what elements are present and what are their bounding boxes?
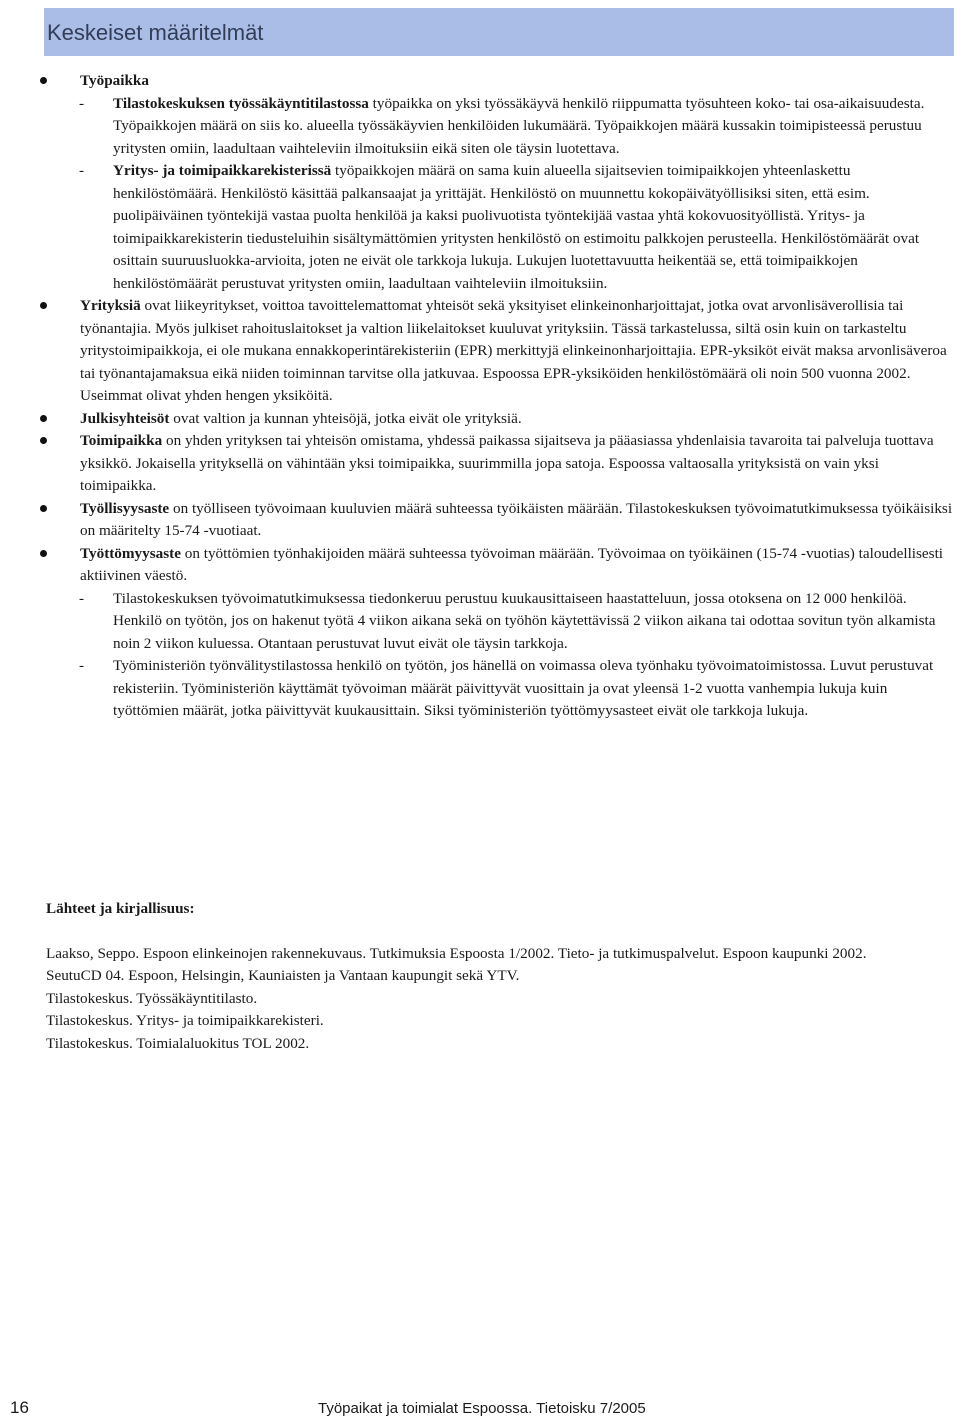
source-entry: Tilastokeskus. Toimialaluokitus TOL 2002.: [46, 1034, 310, 1052]
definition-term: Työttömyysaste: [80, 544, 181, 562]
definition-term: Julkisyhteisöt: [80, 409, 170, 427]
page-number: 16: [10, 1398, 29, 1417]
definition-term: Työllisyysaste: [80, 499, 170, 517]
definition-item: [38, 408, 956, 431]
definition-text: ovat valtion ja kunnan yhteisöjä, jotka eivät ole yrityksiä.: [169, 409, 522, 427]
subitem-lead: Tilastokeskuksen työssäkäyntitilastossa: [113, 94, 369, 112]
subitem-text: Työministeriön työnvälitystilastossa henkilö on työtön, jos hänellä on voimassa oleva työnhaku työvoimatoimistossa. Luvut perustuvat rekisteriin. Työministeriön käyttämät työvoiman määrät päivittyvät vuosittain ja ovat yleensä 1-2 vuotta vanhempia lukuja kuin työttömien määrät, jotka päivittyvät kuukausittain. Siksi työministeriön työttömyysasteet eivät ole tarkkoja lukuja.: [113, 657, 934, 719]
subitem-text: työpaikkojen määrä on sama kuin alueella sijaitsevien toimipaikkojen yhteenlaskettu henkilöstömäärä. Henkilöstö käsittää palkansaajat ja yrittäjät. Henkilöstö on muunnettu kokopäivätyöllisiksi siten, että esim. puolipäiväinen työntekijä vastaa puolta henkilöä ja kaksi puolivuotista työntekijää vastaa yhtä kokovuosityöllistä. Yritys- ja toimipaikkarekisterin tiedusteluihin sisältymättömien yritysten henkilöstö on estimoitu palkkojen perusteella. Henkilöstömäärät ovat osittain suuruusluokka-arvioita, joten ne eivät ole tarkkoja lukuja. Lukujen luotettavuutta heikentää se, että toimipaikkojen henkilöstömäärät perustuvat yritysten omiin, laadultaan vaihteleviin ilmoituksiin.: [113, 162, 920, 292]
definition-term: Toimipaikka: [80, 432, 163, 449]
source-entry: Laakso, Seppo. Espoon elinkeinojen rakennekuvaus. Tutkimuksia Espoosta 1/2002. Tieto- ja tutkimuspalvelut. Espoon kaupunki 2002.: [46, 944, 867, 962]
dash-marker: -: [79, 657, 85, 674]
definition-term: Yrityksiä: [80, 297, 141, 314]
definition-item: [38, 70, 956, 295]
dash-marker: -: [79, 94, 85, 112]
definition-item: [38, 498, 956, 543]
definition-text: on yhden yrityksen tai yhteisön omistama, yhdessä paikassa sijaitseva ja pääasiassa yhdenlaisia tavaroita tai palveluja tuottava yksikkö. Jokaisella yrityksellä on vähintään yksi toimipaikka, suurimmilla jopa satoja. Espoossa valtaosalla yrityksistä on vain yksi toimipaikka.: [80, 432, 934, 494]
sources-list: [46, 943, 954, 1056]
page-title: Keskeiset määritelmät: [47, 20, 264, 45]
footer-publication: Työpaikat ja toimialat Espoossa. Tietoisku 7/2005: [318, 1400, 646, 1417]
subitem-lead: Yritys- ja toimipaikkarekisterissä: [113, 162, 332, 179]
definition-item: [38, 430, 956, 498]
definition-subitem: [79, 93, 956, 161]
definition-subitem: [79, 588, 956, 656]
dash-marker: -: [79, 589, 85, 607]
definition-text: ovat liikeyritykset, voittoa tavoittelemattomat yhteisöt sekä yksityiset elinkeinonharjoittajat, jotka ovat arvonlisäverollisia tai työnantajia. Myös julkiset rahoituslaitokset ja valtion liikelaitokset kuuluvat yrityksiin. Tässä tarkastelussa, siltä osin kuin on tarkasteltu yritystoimipaikkoja, ei ole mukana ennakkoperintärekisteriin (EPR) merkittyjä elinkeinonharjoittajia. EPR-yksiköt eivät maksa arvonlisäveroa tai työnantajamaksua eikä niiden toiminnan tarvitse olla jatkuvaa. Espoossa EPR-yksiköiden henkilöstömäärä oli noin 500 vuonna 2002. Useimmat olivat yhden hengen yksiköitä.: [80, 297, 947, 404]
sources-section: [46, 898, 954, 1055]
sources-title: Lähteet ja kirjallisuus:: [46, 900, 195, 917]
subitem-text: Tilastokeskuksen työvoimatutkimuksessa tiedonkeruu perustuu kuukausittaiseen haastatteluun, jossa otoksena on 12 000 henkilöä. Henkilö on työtön, jos on hakenut työtä 4 viikon aikana sekä on työhön käytettävissä 2 viikon aikana tai odottaa sovitun työn alkamista noin 2 viikon kuluessa. Otantaan perustuvat luvut eivät ole täysin tarkkoja.: [113, 589, 936, 652]
definition-term: Työpaikka: [80, 72, 149, 89]
definition-text: on työlliseen työvoimaan kuuluvien määrä suhteessa työikäisten määrään. Tilastokeskuksen työvoimatutkimuksessa työikäisiksi on määritelty 15-74 -vuotiaat.: [80, 499, 953, 539]
definition-item: [38, 295, 956, 408]
dash-marker: -: [79, 162, 85, 179]
source-entry: SeutuCD 04. Espoon, Helsingin, Kauniaisten ja Vantaan kaupungit sekä YTV.: [46, 967, 520, 984]
header-band: [44, 8, 954, 56]
definition-text: on työttömien työnhakijoiden määrä suhteessa työvoiman määrään. Työvoimaa on työikäinen (15-74 -vuotias) taloudellisesti aktiivinen väestö.: [80, 544, 944, 584]
definition-item: [38, 543, 956, 723]
definition-subitem: [79, 655, 956, 723]
definitions-list: [38, 70, 956, 723]
definition-subitem: [79, 160, 956, 295]
subitem-text: työpaikka on yksi työssäkäyvä henkilö riippumatta työsuhteen koko- tai osa-aikaisuudesta. Työpaikkojen määrä on siis ko. alueella työssäkäyvien henkilöiden lukumäärä. Työpaikkojen määrä kussakin toimipisteessä perustuu yritysten omiin, laadultaan vaihteleviin ilmoituksiin eikä siten ole täysin luotettava.: [113, 94, 925, 157]
source-entry: Tilastokeskus. Työssäkäyntitilasto.: [46, 989, 258, 1007]
source-entry: Tilastokeskus. Yritys- ja toimipaikkarekisteri.: [46, 1012, 324, 1029]
